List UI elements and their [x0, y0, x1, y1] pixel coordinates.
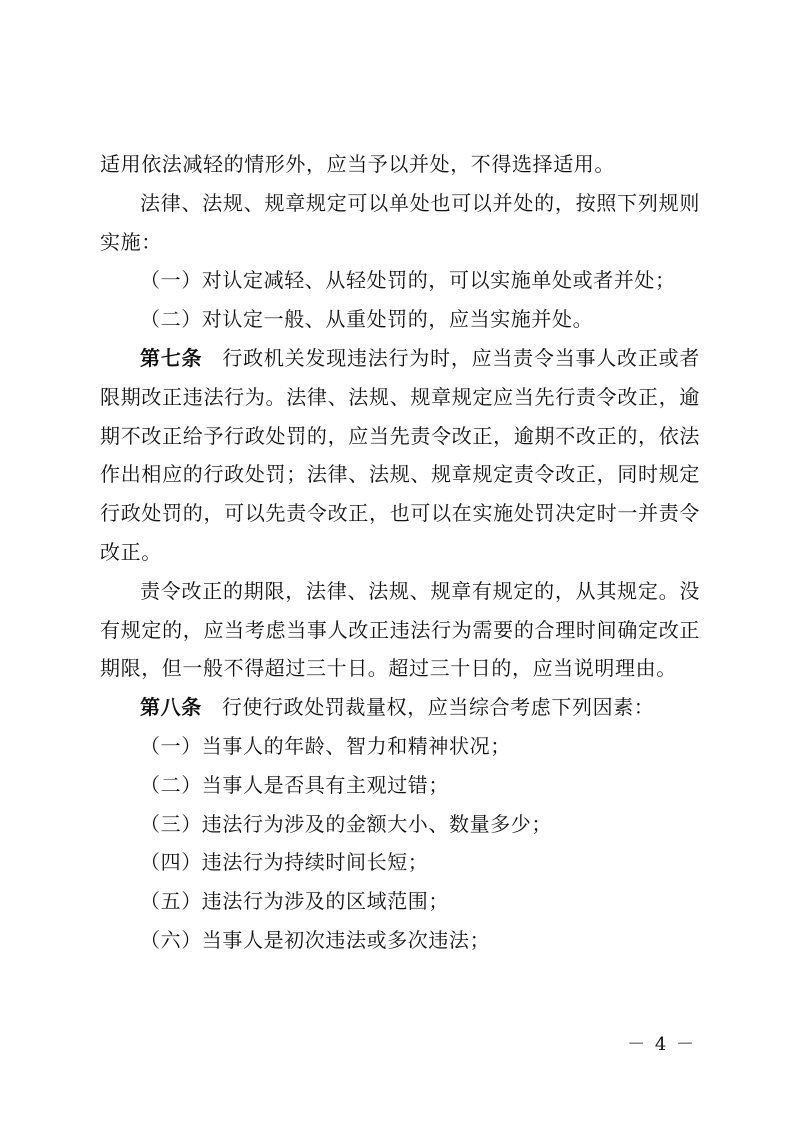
article-8-text: 行使行政处罚裁量权，应当综合考虑下列因素： — [221, 695, 655, 720]
factor-item-4: （四）违法行为持续时间长短； — [140, 850, 429, 875]
factor-item-2: （二）当事人是否具有主观过错； — [140, 772, 449, 797]
article-8-paragraph — [100, 688, 700, 727]
paragraph-combined-penalty-rules: 法律、法规、规章规定可以单处也可以并处的，按照下列规则实施： — [100, 190, 700, 254]
paragraph-continuation: 适用依法减轻的情形外，应当予以并处，不得选择适用。 — [100, 152, 615, 176]
paragraph-correction-period: 责令改正的期限，法律、法规、规章有规定的，从其规定。没有规定的，应当考虑当事人改正违法行为需要的合理时间确定改正期限，但一般不得超过三十日。超过三十日的，应当说明理由。 — [100, 578, 700, 681]
article-8-heading: 第八条 — [140, 695, 202, 720]
factor-item-3: （三）违法行为涉及的金额大小、数量多少； — [140, 811, 552, 836]
factor-item-1: （一）当事人的年龄、智力和精神状况； — [140, 733, 511, 758]
factor-item-5: （五）违法行为涉及的区域范围； — [140, 889, 449, 914]
list-item-2: （二）对认定一般、从重处罚的，应当实施并处。 — [140, 307, 594, 332]
article-7-heading: 第七条 — [140, 345, 203, 370]
body-text — [100, 145, 700, 960]
article-7-text: 行政机关发现违法行为时，应当责令当事人改正或者限期改正违法行为。法律、法规、规章规定应当先行责令改正，逾期不改正给予行政处罚的，应当先责令改正，逾期不改正的，依法作出相应的行政处罚；法律、法规、规章规定责令改正，同时规定行政处罚的，可以先责令改正，也可以在实施处罚决定时一并责令改正。 — [100, 345, 700, 564]
factor-item-6: （六）当事人是初次违法或多次违法； — [140, 927, 491, 952]
page-number: － 4 － — [627, 1034, 696, 1055]
list-item-1: （一）对认定减轻、从轻处罚的，可以实施单处或者并处； — [140, 268, 676, 293]
article-7-paragraph — [100, 339, 700, 572]
